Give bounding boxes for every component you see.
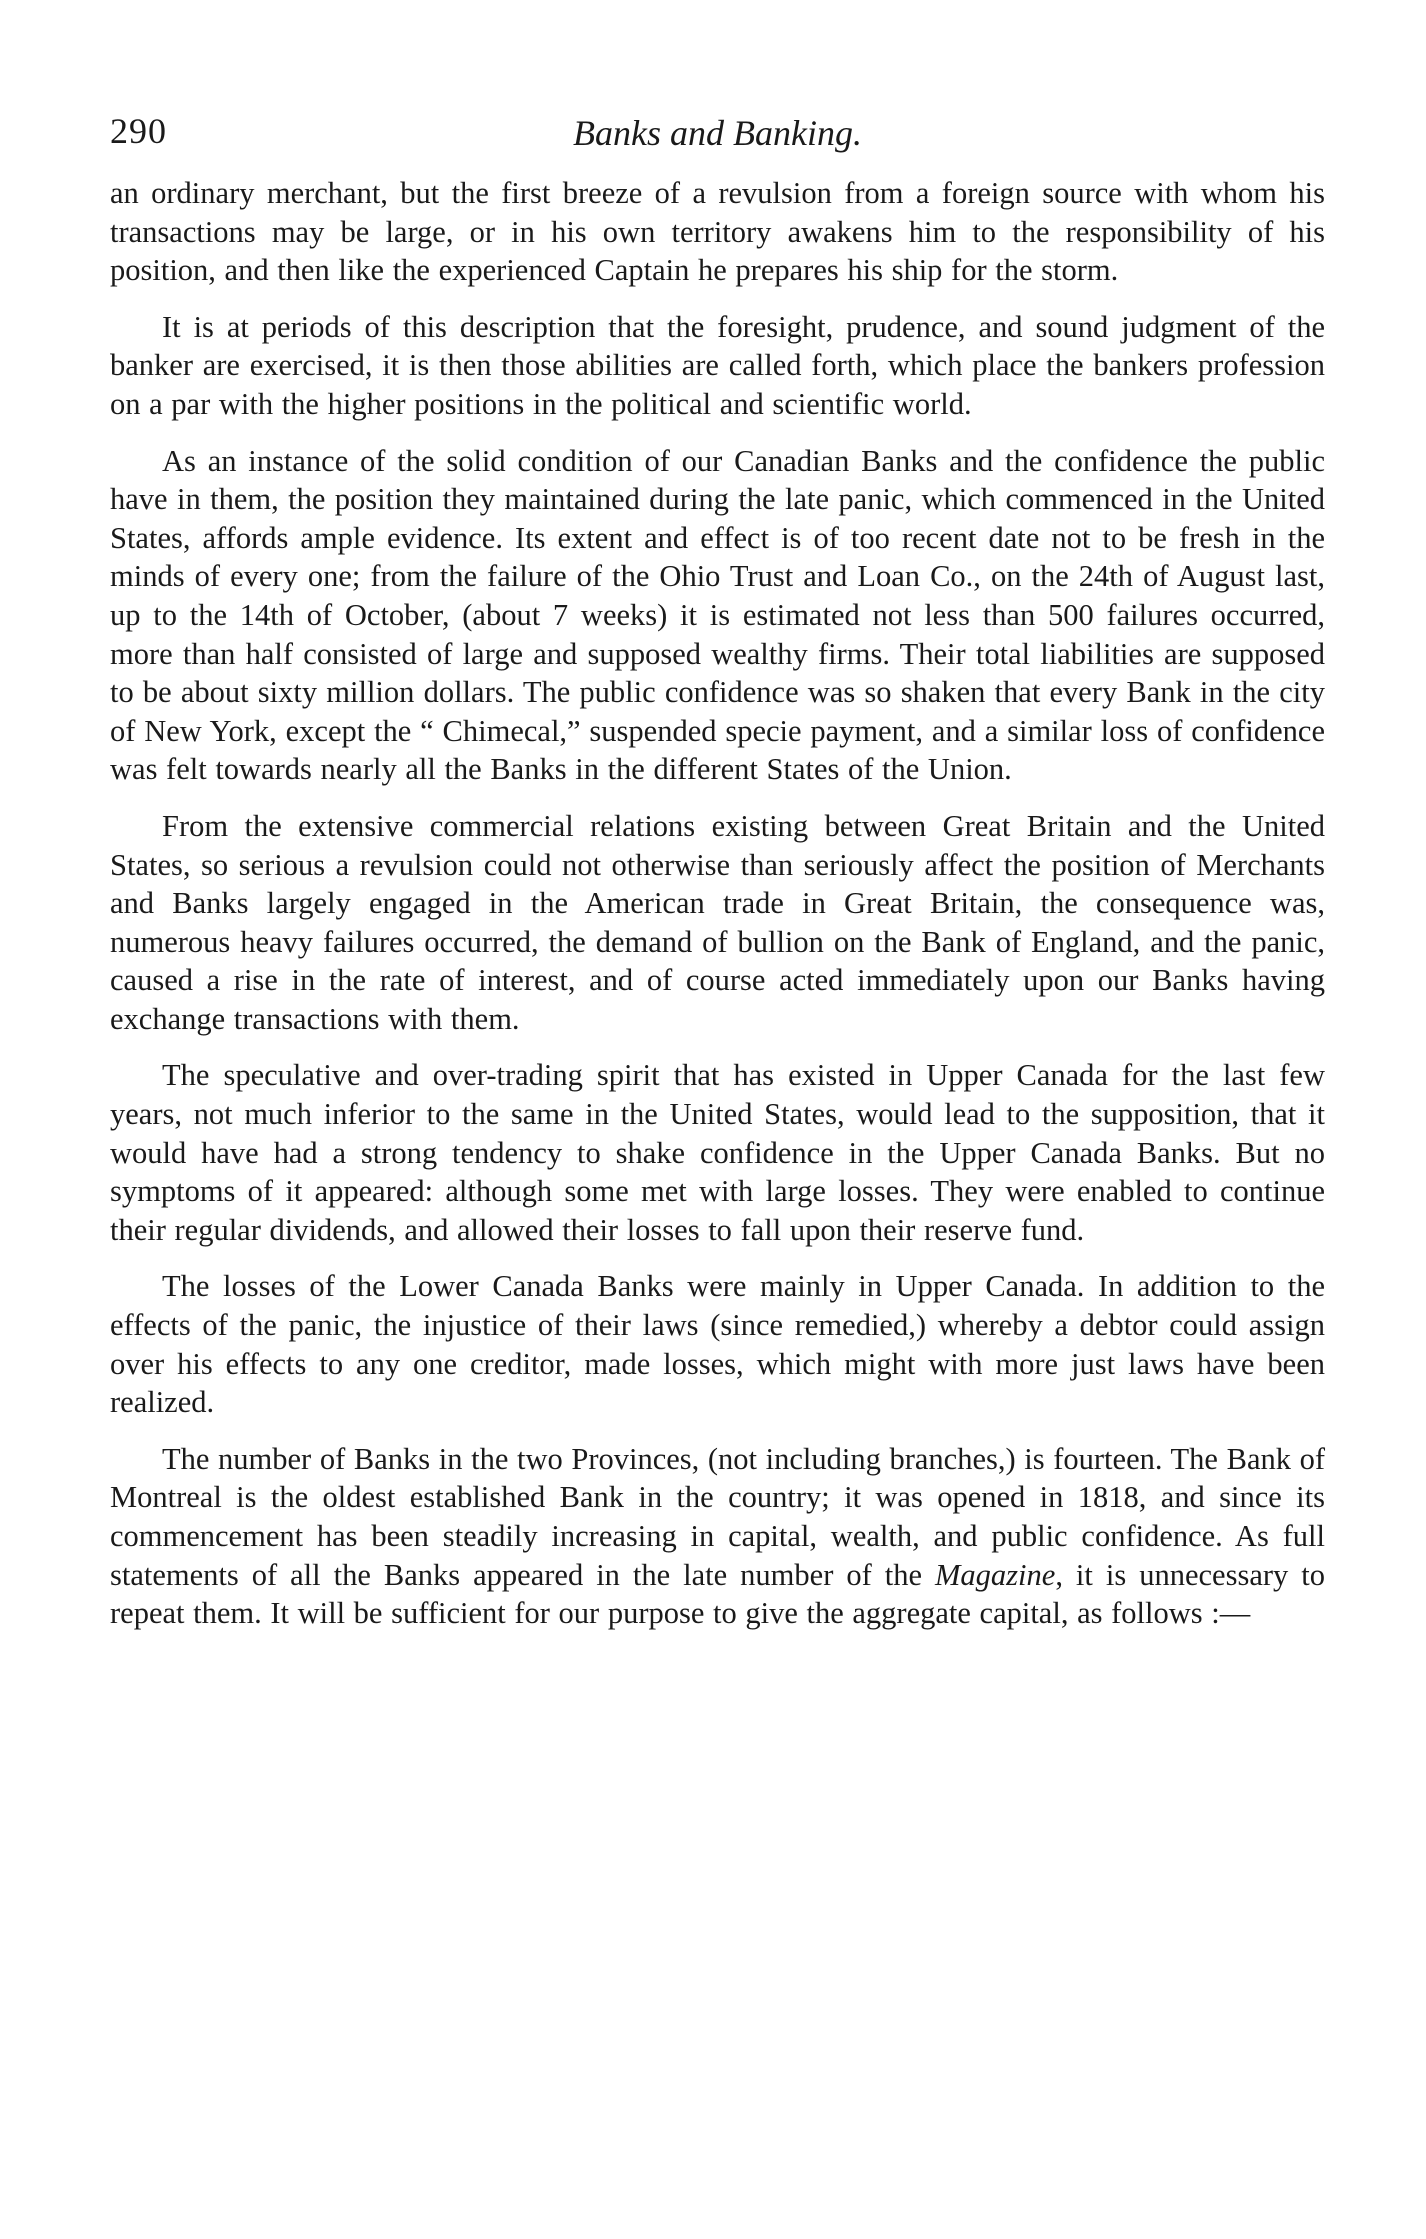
paragraph-2: It is at periods of this description that the foresight, prudence, and sound judgment of the banker are exercised, it is then those abilities are called forth, which place the bankers profession on a par with the higher positions in the political and scientific world. xyxy=(110,309,1325,421)
running-head xyxy=(110,110,1325,174)
running-title: Banks and Banking. xyxy=(573,113,862,153)
paragraph-5: The speculative and over-trading spirit that has existed in Upper Canada for the last few years, not much inferior to the same in the United States, would lead to the supposition, that it would have had a strong tendency to shake confidence in the Upper Canada Banks. But no symptoms of it appeared: although some met with large losses. They were enabled to continue their regular dividends, and allowed their losses to fall upon their reserve fund. xyxy=(110,1058,1325,1247)
paragraph-7 xyxy=(110,1440,1325,1633)
paragraph-7-text-after: , it is unnecessary to repeat them. It will be sufficient for our purpose to give the aggregate capital, as follows :— xyxy=(110,1557,1325,1631)
paragraph-3: As an instance of the solid condition of our Canadian Banks and the confidence the public have in them, the position they maintained during the late panic, which commenced in the United States, affords ample evidence. Its extent and effect is of too recent date not to be fresh in the minds of every one; from the failure of the Ohio Trust and Loan Co., on the 24th of August last, up to the 14th of October, (about 7 weeks) it is estimated not less than 500 failures occurred, more than half consisted of large and supposed wealthy firms. Their total liabilities are supposed to be about sixty million dollars. The public confidence was so shaken that every Bank in the city of New York, except the “ Chimecal,” suspended specie payment, and a similar loss of confidence was felt towards nearly all the Banks in the different States of the Union. xyxy=(110,443,1325,787)
magazine-title: Magazine xyxy=(935,1557,1056,1592)
paragraph-1: an ordinary merchant, but the first breeze of a revulsion from a foreign source with whom his transactions may be large, or in his own territory awakens him to the responsibility of his position, and then like the experienced Captain he prepares his ship for the storm. xyxy=(110,176,1325,288)
page-number: 290 xyxy=(110,111,167,151)
paragraph-4: From the extensive commercial relations existing between Great Britain and the United States, so serious a revulsion could not otherwise than seriously affect the position of Merchants and Banks largely engaged in the American trade in Great Britain, the consequence was, numerous heavy failures occurred, the demand of bullion on the Bank of England, and the panic, caused a rise in the rate of interest, and of course acted immediately upon our Banks having exchange transactions with them. xyxy=(110,808,1325,1036)
paragraph-7-text-before: The number of Banks in the two Provinces, (not including branches,) is fourteen. The Bank of Montreal is the oldest established Bank in the country; it was opened in 1818, and since its commencement has been steadily increasing in capital, wealth, and public confidence. As full statements of all the Banks appeared in the late number of the xyxy=(110,1441,1326,1592)
paragraph-6: The losses of the Lower Canada Banks were mainly in Upper Canada. In addition to the effects of the panic, the injustice of their laws (since remedied,) whereby a debtor could assign over his effects to any one creditor, made losses, which might with more just laws have been realized. xyxy=(110,1269,1325,1420)
document-page xyxy=(110,110,1325,1651)
body-text xyxy=(110,174,1325,1633)
